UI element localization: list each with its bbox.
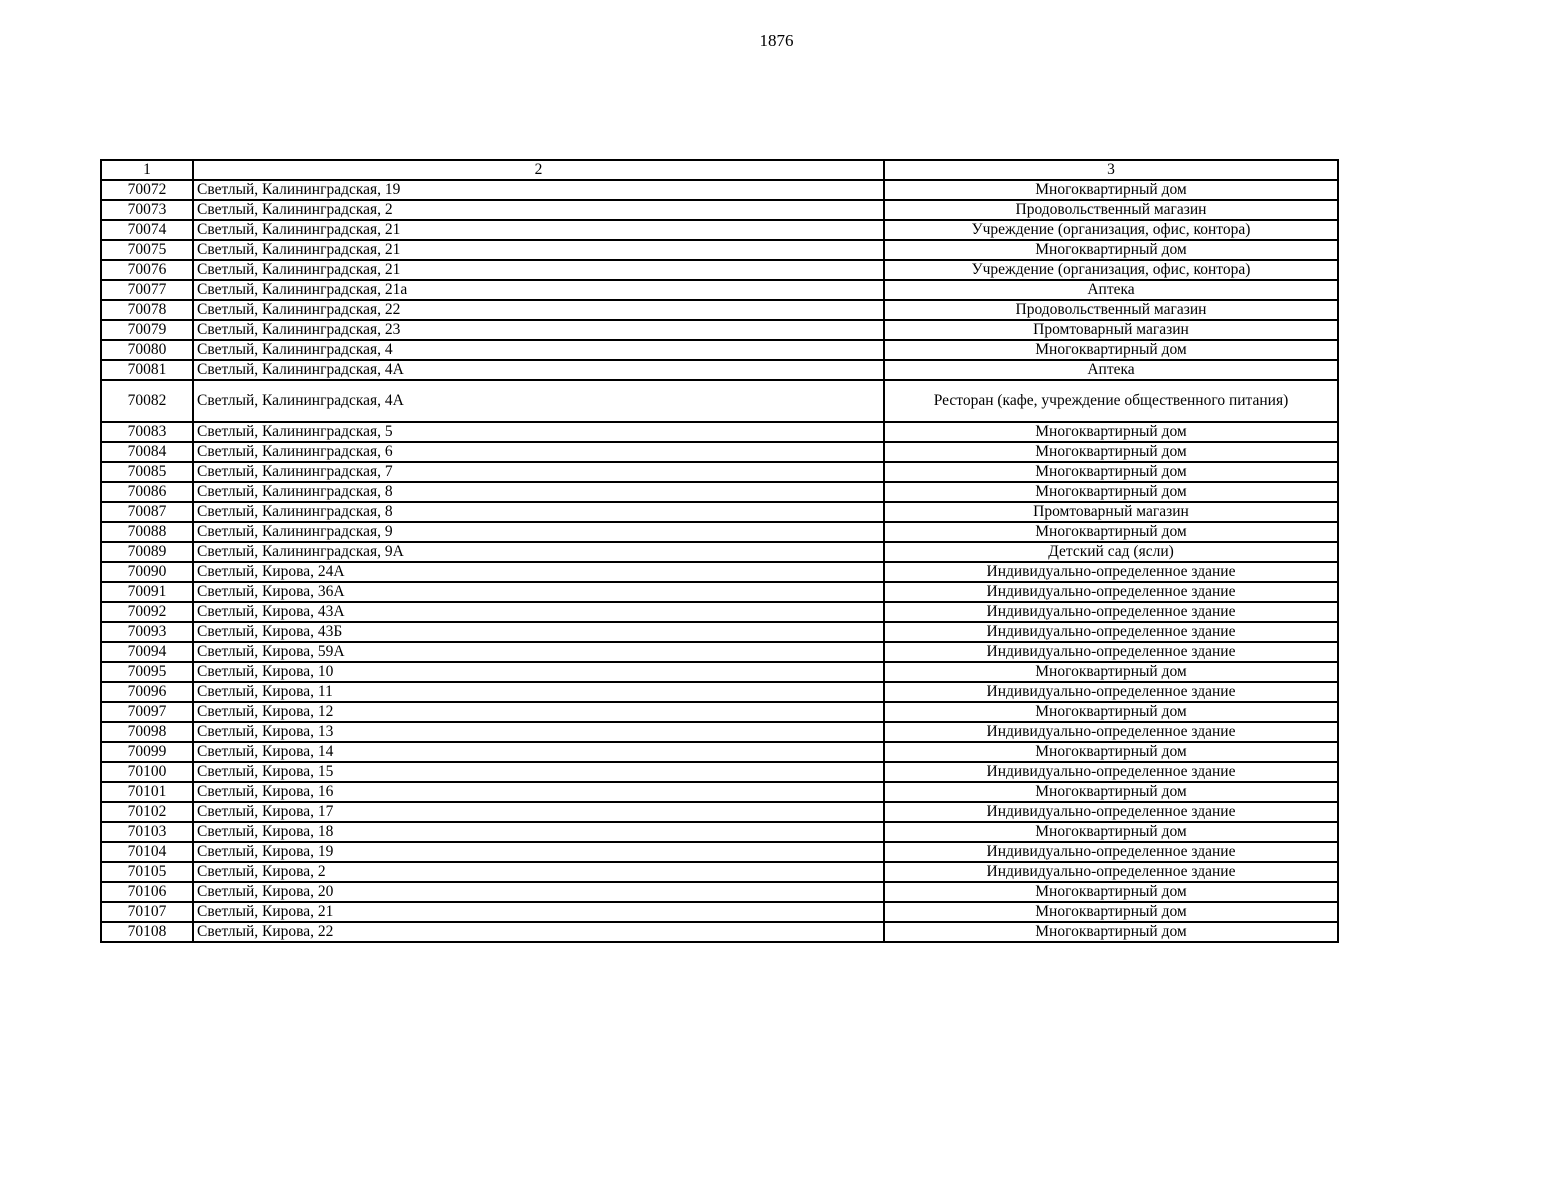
row-type-cell: Продовольственный магазин	[884, 300, 1338, 320]
table-row	[101, 380, 1338, 422]
table-row	[101, 360, 1338, 380]
row-address-cell: Светлый, Калининградская, 21	[193, 260, 884, 280]
table-row	[101, 642, 1338, 662]
row-type-cell: Многоквартирный дом	[884, 522, 1338, 542]
table-row	[101, 522, 1338, 542]
table-row	[101, 742, 1338, 762]
row-id-cell: 70089	[101, 542, 193, 562]
table-row	[101, 822, 1338, 842]
table-row	[101, 240, 1338, 260]
table-row	[101, 562, 1338, 582]
table-body	[101, 160, 1338, 942]
row-address-cell: Светлый, Калининградская, 4А	[193, 360, 884, 380]
table-row	[101, 722, 1338, 742]
row-id-cell: 70076	[101, 260, 193, 280]
row-type-cell: Многоквартирный дом	[884, 742, 1338, 762]
row-id-cell: 70095	[101, 662, 193, 682]
row-address-cell: Светлый, Калининградская, 23	[193, 320, 884, 340]
row-type-cell: Детский сад (ясли)	[884, 542, 1338, 562]
row-id-cell: 70077	[101, 280, 193, 300]
row-id-cell: 70101	[101, 782, 193, 802]
row-type-cell: Многоквартирный дом	[884, 442, 1338, 462]
row-id-cell: 70078	[101, 300, 193, 320]
row-type-cell: Аптека	[884, 280, 1338, 300]
table-row	[101, 782, 1338, 802]
row-address-cell: Светлый, Кирова, 59А	[193, 642, 884, 662]
row-type-cell: Многоквартирный дом	[884, 462, 1338, 482]
table-row	[101, 582, 1338, 602]
row-address-cell: Светлый, Кирова, 20	[193, 882, 884, 902]
row-type-cell: Промтоварный магазин	[884, 320, 1338, 340]
row-type-cell: Учреждение (организация, офис, контора)	[884, 260, 1338, 280]
row-id-cell: 70081	[101, 360, 193, 380]
row-type-cell: Индивидуально-определенное здание	[884, 622, 1338, 642]
row-id-cell: 70079	[101, 320, 193, 340]
table-row	[101, 200, 1338, 220]
row-id-cell: 70073	[101, 200, 193, 220]
row-id-cell: 70084	[101, 442, 193, 462]
row-address-cell: Светлый, Кирова, 19	[193, 842, 884, 862]
header-cell-2: 2	[193, 160, 884, 180]
table-row	[101, 702, 1338, 722]
table-row	[101, 902, 1338, 922]
table-row	[101, 220, 1338, 240]
row-address-cell: Светлый, Калининградская, 4	[193, 340, 884, 360]
row-id-cell: 70094	[101, 642, 193, 662]
table-row	[101, 260, 1338, 280]
row-id-cell: 70086	[101, 482, 193, 502]
row-address-cell: Светлый, Кирова, 22	[193, 922, 884, 942]
header-cell-3: 3	[884, 160, 1338, 180]
row-address-cell: Светлый, Кирова, 13	[193, 722, 884, 742]
row-id-cell: 70080	[101, 340, 193, 360]
row-type-cell: Аптека	[884, 360, 1338, 380]
row-id-cell: 70106	[101, 882, 193, 902]
page-number: 1876	[759, 31, 794, 50]
row-type-cell: Индивидуально-определенное здание	[884, 682, 1338, 702]
row-address-cell: Светлый, Калининградская, 8	[193, 482, 884, 502]
row-address-cell: Светлый, Кирова, 10	[193, 662, 884, 682]
row-id-cell: 70085	[101, 462, 193, 482]
row-id-cell: 70091	[101, 582, 193, 602]
table-row	[101, 882, 1338, 902]
row-address-cell: Светлый, Кирова, 43А	[193, 602, 884, 622]
row-type-cell: Многоквартирный дом	[884, 822, 1338, 842]
row-type-cell: Многоквартирный дом	[884, 702, 1338, 722]
row-type-cell: Продовольственный магазин	[884, 200, 1338, 220]
table-row	[101, 842, 1338, 862]
row-type-cell: Индивидуально-определенное здание	[884, 642, 1338, 662]
row-type-cell: Индивидуально-определенное здание	[884, 762, 1338, 782]
row-type-cell: Многоквартирный дом	[884, 782, 1338, 802]
row-type-cell: Ресторан (кафе, учреждение общественного питания)	[884, 380, 1338, 422]
row-address-cell: Светлый, Калининградская, 21	[193, 220, 884, 240]
header-cell-1: 1	[101, 160, 193, 180]
row-id-cell: 70092	[101, 602, 193, 622]
row-address-cell: Светлый, Калининградская, 8	[193, 502, 884, 522]
row-address-cell: Светлый, Кирова, 43Б	[193, 622, 884, 642]
row-type-cell: Индивидуально-определенное здание	[884, 842, 1338, 862]
row-address-cell: Светлый, Калининградская, 4А	[193, 380, 884, 422]
row-id-cell: 70072	[101, 180, 193, 200]
row-address-cell: Светлый, Калининградская, 7	[193, 462, 884, 482]
row-type-cell: Многоквартирный дом	[884, 240, 1338, 260]
row-type-cell: Индивидуально-определенное здание	[884, 722, 1338, 742]
row-address-cell: Светлый, Калининградская, 22	[193, 300, 884, 320]
table-row	[101, 542, 1338, 562]
row-address-cell: Светлый, Кирова, 14	[193, 742, 884, 762]
table-row	[101, 682, 1338, 702]
row-id-cell: 70103	[101, 822, 193, 842]
row-type-cell: Индивидуально-определенное здание	[884, 802, 1338, 822]
row-address-cell: Светлый, Калининградская, 9	[193, 522, 884, 542]
row-type-cell: Многоквартирный дом	[884, 482, 1338, 502]
row-type-cell: Индивидуально-определенное здание	[884, 862, 1338, 882]
row-address-cell: Светлый, Кирова, 18	[193, 822, 884, 842]
row-id-cell: 70075	[101, 240, 193, 260]
row-type-cell: Индивидуально-определенное здание	[884, 562, 1338, 582]
table-row	[101, 280, 1338, 300]
row-address-cell: Светлый, Кирова, 12	[193, 702, 884, 722]
row-address-cell: Светлый, Кирова, 15	[193, 762, 884, 782]
row-type-cell: Промтоварный магазин	[884, 502, 1338, 522]
row-type-cell: Многоквартирный дом	[884, 340, 1338, 360]
table-row	[101, 662, 1338, 682]
row-type-cell: Многоквартирный дом	[884, 922, 1338, 942]
row-id-cell: 70087	[101, 502, 193, 522]
table-row	[101, 482, 1338, 502]
row-type-cell: Учреждение (организация, офис, контора)	[884, 220, 1338, 240]
row-address-cell: Светлый, Калининградская, 2	[193, 200, 884, 220]
row-address-cell: Светлый, Кирова, 21	[193, 902, 884, 922]
row-type-cell: Многоквартирный дом	[884, 902, 1338, 922]
row-id-cell: 70105	[101, 862, 193, 882]
row-address-cell: Светлый, Калининградская, 21а	[193, 280, 884, 300]
row-id-cell: 70107	[101, 902, 193, 922]
row-id-cell: 70100	[101, 762, 193, 782]
table-row	[101, 422, 1338, 442]
table-row	[101, 320, 1338, 340]
row-address-cell: Светлый, Кирова, 36А	[193, 582, 884, 602]
row-id-cell: 70074	[101, 220, 193, 240]
row-id-cell: 70082	[101, 380, 193, 422]
row-id-cell: 70093	[101, 622, 193, 642]
row-id-cell: 70096	[101, 682, 193, 702]
row-type-cell: Многоквартирный дом	[884, 662, 1338, 682]
row-address-cell: Светлый, Кирова, 16	[193, 782, 884, 802]
registry-table	[100, 159, 1339, 943]
table-row	[101, 442, 1338, 462]
table-row	[101, 602, 1338, 622]
row-address-cell: Светлый, Калининградская, 21	[193, 240, 884, 260]
row-type-cell: Индивидуально-определенное здание	[884, 602, 1338, 622]
row-id-cell: 70108	[101, 922, 193, 942]
row-id-cell: 70098	[101, 722, 193, 742]
row-type-cell: Многоквартирный дом	[884, 882, 1338, 902]
row-type-cell: Индивидуально-определенное здание	[884, 582, 1338, 602]
row-id-cell: 70097	[101, 702, 193, 722]
table-row	[101, 622, 1338, 642]
table-row	[101, 340, 1338, 360]
row-id-cell: 70088	[101, 522, 193, 542]
row-address-cell: Светлый, Кирова, 11	[193, 682, 884, 702]
table-row	[101, 502, 1338, 522]
row-address-cell: Светлый, Кирова, 17	[193, 802, 884, 822]
row-id-cell: 70099	[101, 742, 193, 762]
table-header-row	[101, 160, 1338, 180]
table-row	[101, 922, 1338, 942]
table-row	[101, 462, 1338, 482]
table-row	[101, 300, 1338, 320]
row-id-cell: 70090	[101, 562, 193, 582]
row-id-cell: 70102	[101, 802, 193, 822]
row-id-cell: 70104	[101, 842, 193, 862]
row-type-cell: Многоквартирный дом	[884, 422, 1338, 442]
row-address-cell: Светлый, Калининградская, 6	[193, 442, 884, 462]
row-id-cell: 70083	[101, 422, 193, 442]
row-address-cell: Светлый, Калининградская, 19	[193, 180, 884, 200]
row-address-cell: Светлый, Кирова, 2	[193, 862, 884, 882]
table-row	[101, 180, 1338, 200]
row-address-cell: Светлый, Калининградская, 9А	[193, 542, 884, 562]
table-row	[101, 862, 1338, 882]
row-address-cell: Светлый, Кирова, 24А	[193, 562, 884, 582]
table-row	[101, 762, 1338, 782]
row-type-cell: Многоквартирный дом	[884, 180, 1338, 200]
row-address-cell: Светлый, Калининградская, 5	[193, 422, 884, 442]
table-row	[101, 802, 1338, 822]
